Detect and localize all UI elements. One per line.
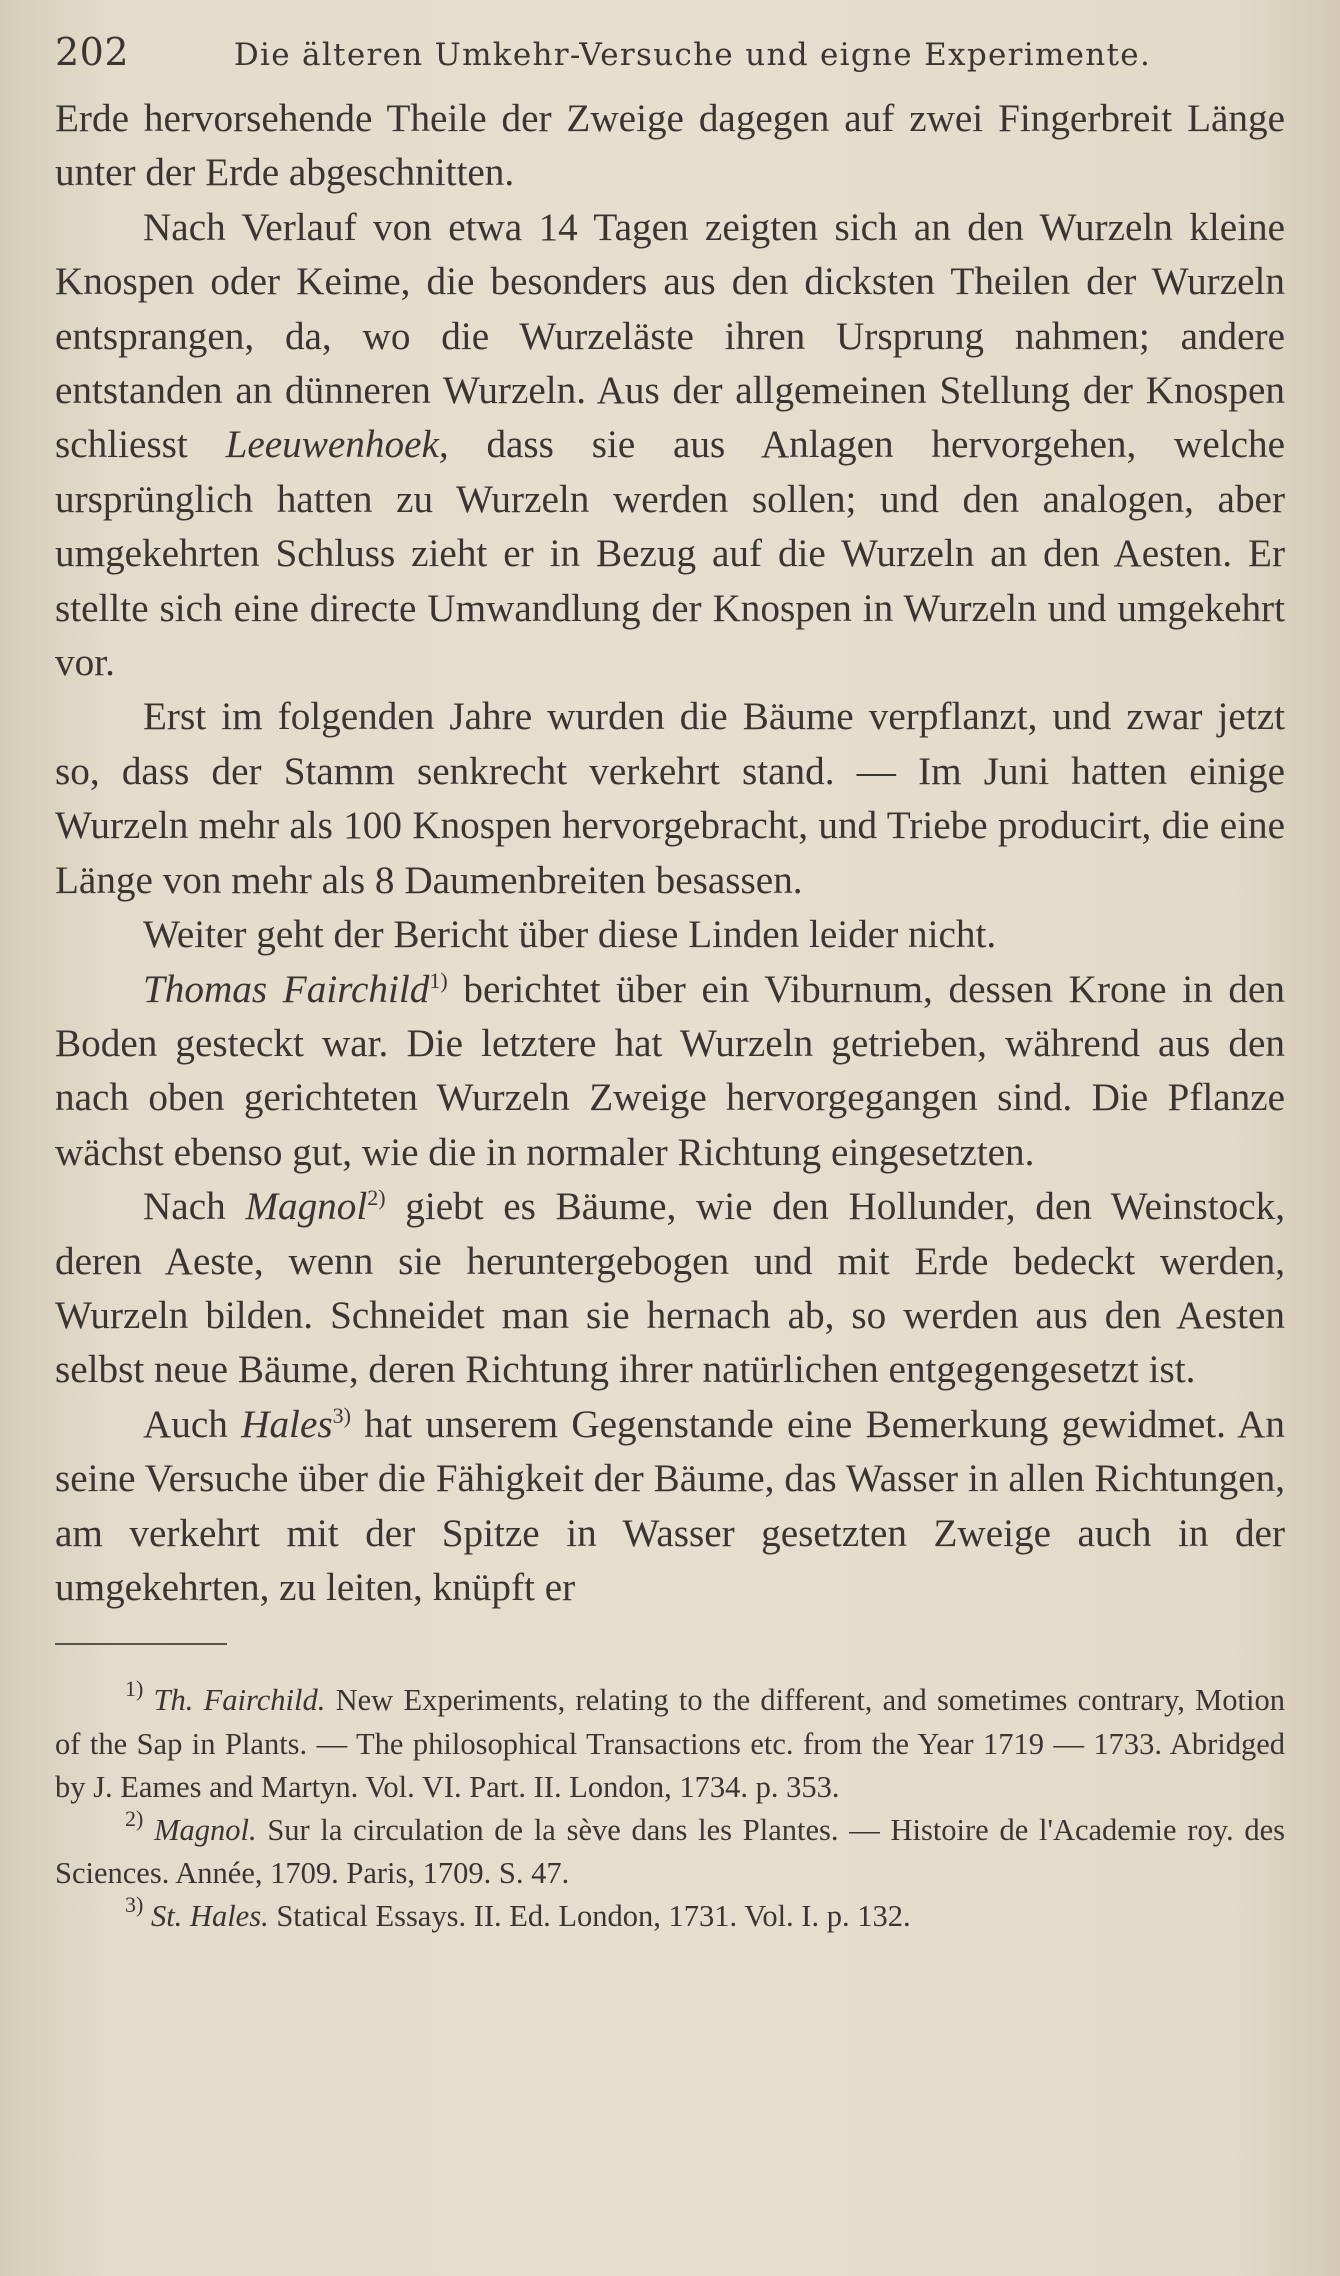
footnote-divider: [55, 1643, 227, 1645]
paragraph-3: Erst im folgenden Jahre wurden die Bäume verpflanzt, und zwar jetzt so, dass der Stamm senkrecht verkehrt stand. — Im Juni hatten einige Wurzeln mehr als 100 Knospen hervorgebracht, und Triebe producirt, die eine Länge von mehr als 8 Daumenbreiten besassen.: [55, 695, 1285, 902]
name-hales: Hales: [241, 1402, 333, 1446]
page-header: [55, 30, 1285, 92]
footnote-2-mark: 2): [125, 1805, 144, 1831]
footnote-3-text: Statical Essays. II. Ed. London, 1731. Vol. I. p. 132.: [268, 1899, 911, 1934]
footnote-2-author: Magnol.: [154, 1812, 257, 1847]
footnote-ref-3: 3): [332, 1402, 351, 1428]
footnote-ref-2: 2): [367, 1185, 386, 1211]
running-title: Die älteren Umkehr-Versuche und eigne Experimente.: [233, 37, 1152, 73]
paragraph-7: [55, 1398, 1285, 1616]
footnote-3: [55, 1892, 1285, 1938]
footnote-3-mark: 3): [125, 1892, 144, 1918]
footnote-1-text: New Experiments, relating to the different, and sometimes contrary, Motion of the Sap in Plants. — The philosophical Transactions etc. from the Year 1719 — 1733. Abridged by J. Eames and Martyn. Vol. VI. Part. II. London, 1734. p. 353.: [55, 1683, 1285, 1804]
footnote-2: [55, 1805, 1285, 1895]
name-leeuwenhoek: Leeuwenhoek,: [225, 423, 449, 467]
footnote-1-mark: 1): [125, 1676, 144, 1702]
paragraph-5-text: berichtet über ein Viburnum, dessen Krone in den Boden gesteckt war. Die letztere hat Wurzeln getrieben, während aus den nach oben gerichteten Wurzeln Zweige hervorgegangen sind. Die Pflanze wächst ebenso gut, wie die in normaler Richtung eingesetzten.: [55, 967, 1285, 1174]
page-number: 202: [55, 30, 130, 74]
footnote-1: [55, 1676, 1285, 1809]
paragraph-7-lead: Auch: [143, 1402, 242, 1446]
paragraph-2: [55, 201, 1285, 691]
footnotes: [55, 1676, 1285, 1938]
paragraph-6-lead: Nach: [143, 1185, 246, 1229]
paragraph-2-end: dass sie aus Anlagen hervorgehen, welche ursprünglich hatten zu Wurzeln werden sollen; und den analogen, aber umgekehrten Schluss zieht er in Bezug auf die Wurzeln an den Aesten. Er stellte sich eine directe Umwandlung der Knospen in Wurzeln und umgekehrt vor.: [55, 423, 1286, 685]
paragraph-1: Erde hervorsehende Theile der Zweige dagegen auf zwei Fingerbreit Länge unter der Erde abgeschnitten.: [55, 97, 1285, 195]
paragraph-6-text: giebt es Bäume, wie den Hollunder, den Weinstock, deren Aeste, wenn sie heruntergebogen und mit Erde bedeckt werden, Wurzeln bilden. Schneidet man sie hernach ab, so werden aus den Aesten selbst neue Bäume, deren Richtung ihrer natürlichen entgegengesetzt ist.: [55, 1185, 1285, 1392]
paragraph-5: [55, 963, 1285, 1181]
paragraph-4: Weiter geht der Bericht über diese Linden leider nicht.: [143, 913, 997, 957]
footnote-1-author: Th. Fairchild.: [153, 1683, 326, 1718]
paragraph-6: [55, 1180, 1285, 1398]
footnote-ref-1: 1): [429, 967, 448, 993]
footnote-3-author: St. Hales.: [150, 1899, 269, 1934]
footnote-2-text: Sur la circulation de la sève dans les Plantes. — Histoire de l'Academie roy. des Sciences. Année, 1709. Paris, 1709. S. 47.: [55, 1812, 1285, 1891]
paragraph-2-start: Nach Verlauf von etwa 14 Tagen zeigten sich an den Wurzeln kleine Knospen oder Keime, die besonders aus den dicksten Theilen der Wurzeln entsprangen, da, wo die Wurzeläste ihren Ursprung nahmen; andere entstanden an dünneren Wurzeln. Aus der allgemeinen Stellung der Knospen schliesst: [55, 205, 1285, 467]
main-text: [55, 92, 1285, 1615]
name-fairchild: Thomas Fairchild: [143, 967, 430, 1011]
name-magnol: Magnol: [245, 1185, 368, 1229]
paragraph-7-text: hat unserem Gegenstande eine Bemerkung gewidmet. An seine Versuche über die Fähigkeit der Bäume, das Wasser in allen Richtungen, am verkehrt mit der Spitze in Wasser gesetzten Zweige auch in der umgekehrten, zu leiten, knüpft er: [55, 1402, 1285, 1609]
